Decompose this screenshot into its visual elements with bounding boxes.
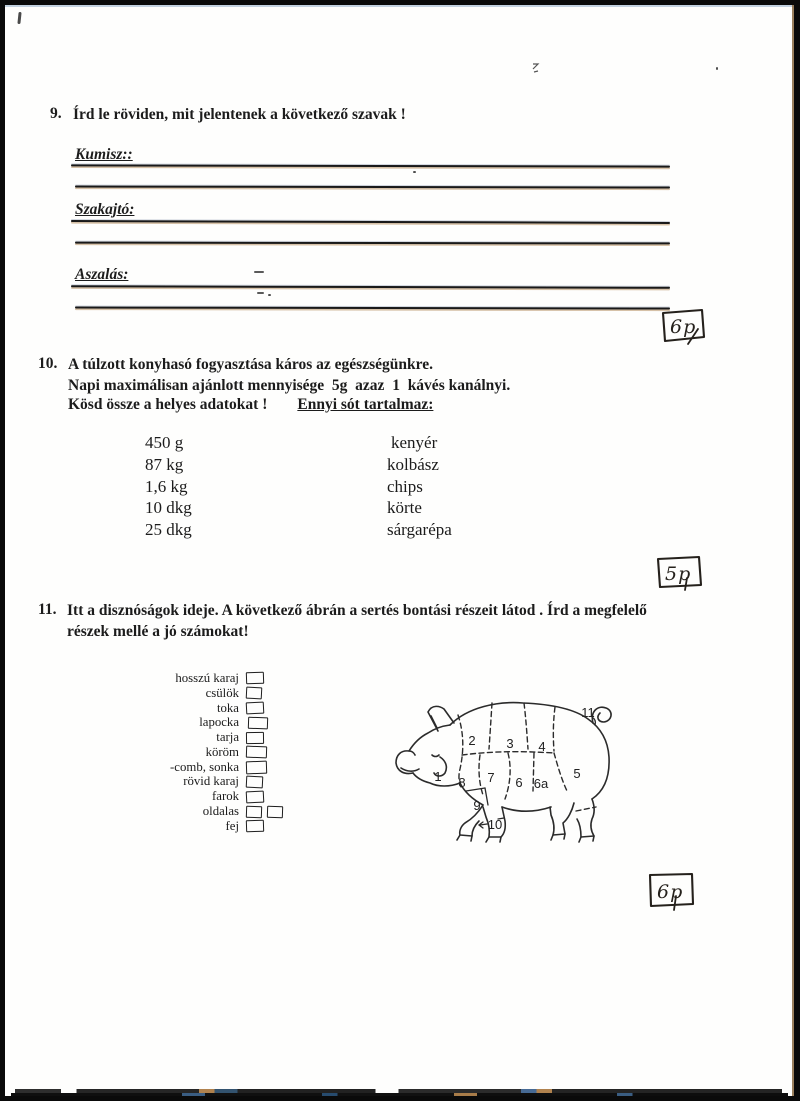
answer-box[interactable]	[246, 731, 264, 743]
match-amount-item[interactable]: 1,6 kg	[145, 476, 188, 496]
q10-instruction-row	[68, 396, 433, 414]
answer-line[interactable]	[75, 185, 670, 188]
q10-score-box	[651, 552, 707, 598]
list-item	[155, 760, 283, 775]
answer-box[interactable]	[246, 687, 263, 700]
part-label: farok	[212, 789, 239, 804]
pig-part-number: 6a	[533, 776, 549, 791]
answer-box[interactable]	[248, 717, 268, 730]
scan-speck	[268, 294, 271, 296]
part-label: oldalas	[202, 804, 239, 819]
answer-box[interactable]	[246, 805, 262, 818]
pig-part-number: 6	[515, 775, 523, 790]
scan-noise-band	[11, 1093, 788, 1101]
q9-score-box	[655, 305, 711, 351]
match-amount-item[interactable]: 10 dkg	[145, 498, 192, 518]
list-item	[155, 745, 283, 760]
part-label: -comb, sonka	[170, 759, 239, 774]
q11-number: 11.	[38, 601, 57, 618]
q10-text-line2: Napi maximálisan ajánlott mennyisége 5g azaz 1 kávés kanálnyi.	[68, 376, 511, 394]
answer-box[interactable]	[246, 820, 264, 833]
match-food-item[interactable]: kolbász	[387, 454, 439, 474]
q11-parts-list	[155, 671, 283, 834]
q9-score-value: 6p	[670, 316, 697, 338]
pig-part-number: 8	[458, 775, 466, 790]
part-label: hosszú karaj	[175, 670, 239, 685]
pig-part-number: 1	[434, 769, 442, 784]
match-food-item[interactable]: körte	[387, 498, 422, 518]
q11-text-line2: részek mellé a jó számokat!	[67, 622, 249, 640]
part-label: köröm	[205, 744, 239, 759]
pencil-dash	[254, 271, 264, 273]
answer-box[interactable]	[246, 776, 264, 789]
scan-right-edge	[792, 5, 794, 1096]
answer-box[interactable]	[246, 790, 265, 803]
match-food-item[interactable]: chips	[387, 476, 423, 496]
part-label: tarja	[216, 730, 239, 745]
pig-part-number: 9	[473, 798, 481, 813]
pig-part-number: 2	[468, 733, 476, 748]
list-item	[155, 715, 283, 730]
scan-speck	[413, 171, 416, 173]
answer-line[interactable]	[75, 306, 670, 309]
pig-part-number: 5	[573, 766, 581, 781]
pig-part-number: 10	[487, 817, 503, 832]
pig-part-number: 3	[506, 736, 514, 751]
match-food-item[interactable]: sárgarépa	[387, 520, 452, 540]
pig-part-number: 7	[487, 770, 495, 785]
q11-text-line1: Itt a disznóságok ideje. A következő ábrán a sertés bontási részeit látod . Írd a megfelelő	[67, 602, 647, 619]
q9-term-szakajto: Szakajtó:	[75, 201, 135, 218]
q10-match-title: Ennyi sót tartalmaz:	[297, 396, 434, 413]
scan-speck	[716, 67, 718, 70]
q10-score-value: 5p	[665, 563, 692, 585]
answer-box[interactable]	[246, 672, 264, 685]
pig-part-number: 11	[581, 705, 595, 720]
q9-title: Írd le röviden, mit jelentenek a következő szavak !	[73, 106, 406, 123]
ink-smudge	[17, 12, 21, 24]
answer-line[interactable]	[71, 285, 670, 289]
answer-box[interactable]	[246, 760, 267, 774]
q9-term-aszalas: Aszalás:	[75, 266, 129, 283]
match-amount-item[interactable]: 25 dkg	[145, 520, 192, 540]
list-item	[155, 686, 283, 701]
part-label: rövid karaj	[183, 774, 239, 789]
pencil-smudge	[531, 61, 541, 75]
pencil-dash	[257, 292, 264, 294]
q9-number: 9.	[50, 105, 62, 122]
answer-line[interactable]	[75, 242, 670, 245]
list-item	[155, 671, 283, 686]
answer-box[interactable]	[246, 702, 265, 715]
match-food-item[interactable]: kenyér	[391, 433, 438, 452]
q9-term-kumisz: Kumisz::	[75, 146, 133, 163]
answer-box[interactable]	[267, 805, 283, 818]
list-item	[155, 775, 283, 790]
list-item	[155, 789, 283, 804]
part-label: csülök	[205, 685, 239, 700]
list-item	[155, 730, 283, 745]
q11-score-box	[643, 869, 699, 915]
part-label: fej	[225, 818, 239, 833]
q10-connect-label: Kösd össze a helyes adatokat !	[68, 396, 268, 413]
match-amount-item[interactable]: 450 g	[145, 433, 184, 452]
match-amount-item[interactable]: 87 kg	[145, 454, 184, 474]
q10-text-line1: A túlzott konyhasó fogyasztása káros az egészségünkre.	[68, 356, 433, 373]
q11-score-value: 6p	[657, 881, 684, 903]
scan-top-edge	[5, 5, 794, 7]
q10-number: 10.	[38, 355, 58, 372]
q10-amounts-column	[145, 432, 192, 541]
pig-part-number: 4	[538, 739, 546, 754]
q10-foods-column	[387, 432, 452, 541]
list-item	[155, 819, 283, 834]
part-label: toka	[216, 700, 239, 715]
list-item	[155, 804, 283, 819]
list-item	[155, 701, 283, 716]
answer-line[interactable]	[71, 164, 670, 168]
answer-line[interactable]	[71, 220, 670, 224]
pig-diagram	[388, 695, 628, 847]
answer-box[interactable]	[246, 746, 267, 759]
part-label: lapocka	[199, 715, 239, 730]
